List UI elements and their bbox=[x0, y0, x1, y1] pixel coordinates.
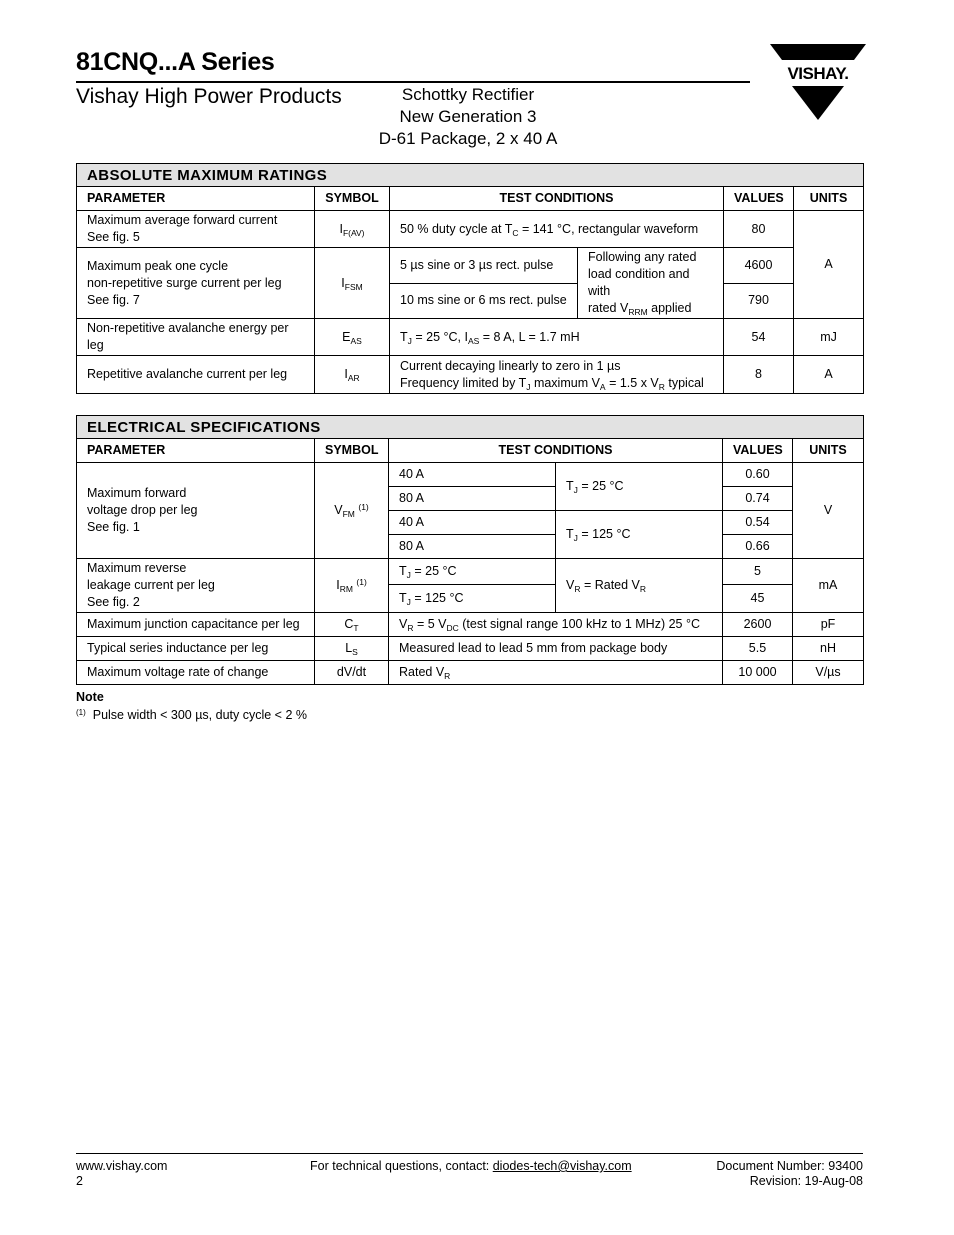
parameter-cell: Maximum voltage rate of change bbox=[77, 661, 315, 685]
col-test-conditions: TEST CONDITIONS bbox=[389, 439, 723, 463]
symbol-cell: $L_S$ bbox=[315, 637, 389, 661]
units-cell: nH bbox=[793, 637, 864, 661]
footer-contact bbox=[310, 1159, 632, 1174]
table-row bbox=[77, 463, 864, 487]
desc-line-2: New Generation 3 bbox=[399, 107, 537, 126]
value-cell: 10 000 bbox=[723, 661, 793, 685]
table-row bbox=[77, 613, 864, 637]
symbol-cell: dV/dt bbox=[315, 661, 389, 685]
value-cell: 8 bbox=[724, 356, 794, 394]
temperature-cell: $T_J = 25$ °C bbox=[389, 559, 556, 585]
temperature-cell: $T_J = 125$ °C bbox=[389, 585, 556, 613]
col-units: UNITS bbox=[794, 187, 864, 211]
product-description bbox=[368, 84, 568, 150]
current-cell: 80 A bbox=[389, 535, 556, 559]
header-rule bbox=[76, 81, 750, 83]
table-row bbox=[77, 356, 864, 394]
value-cell: 54 bbox=[724, 319, 794, 356]
test-condition-cell: 50 % duty cycle at $T_C = 141$ °C, rectangular waveform bbox=[390, 211, 724, 248]
es-title: ELECTRICAL SPECIFICATIONS bbox=[77, 416, 864, 439]
current-cell: 40 A bbox=[389, 511, 556, 535]
table-row bbox=[77, 211, 864, 248]
footer-contact-email-link[interactable]: diodes-tech@vishay.com bbox=[492, 1159, 632, 1173]
test-condition-cell: $V_R = 5$ $V_{DC}$ (test signal range 100 kHz to 1 MHz) 25 °C bbox=[389, 613, 723, 637]
table-row bbox=[77, 319, 864, 356]
units-cell: V bbox=[793, 463, 864, 559]
table-row bbox=[77, 248, 864, 284]
temperature-cell: $T_J = 25$ °C bbox=[556, 463, 723, 511]
value-cell: 4600 bbox=[724, 248, 794, 284]
es-header-row bbox=[77, 439, 864, 463]
note-text bbox=[76, 708, 307, 722]
symbol-cell: $V_{FM}$ $^{(1)}$ bbox=[315, 463, 389, 559]
condition-note-cell: Following any rated load condition and with rated $V_{RRM}$ applied bbox=[578, 248, 724, 319]
footer-revision: Revision: 19-Aug-08 bbox=[749, 1174, 863, 1188]
symbol-cell: $I_{RM}$ $^{(1)}$ bbox=[315, 559, 389, 613]
test-condition-cell: 5 µs sine or 3 µs rect. pulse bbox=[390, 248, 578, 284]
footer-left bbox=[76, 1159, 167, 1189]
temperature-cell: $T_J = 125$ °C bbox=[556, 511, 723, 559]
units-cell: mA bbox=[793, 559, 864, 613]
vishay-logo bbox=[770, 44, 866, 122]
value-cell: 0.60 bbox=[723, 463, 793, 487]
col-symbol: SYMBOL bbox=[315, 439, 389, 463]
value-cell: 5 bbox=[723, 559, 793, 585]
footer-rule bbox=[76, 1153, 863, 1154]
units-cell: A bbox=[794, 356, 864, 394]
footer-contact-prefix: For technical questions, contact: bbox=[310, 1159, 493, 1173]
footer-website[interactable]: www.vishay.com bbox=[76, 1159, 168, 1173]
value-cell: 0.66 bbox=[723, 535, 793, 559]
units-cell: V/µs bbox=[793, 661, 864, 685]
parameter-cell: Maximum average forward current See fig. 5 bbox=[77, 211, 315, 248]
test-condition-cell: $T_J = 25$ °C, $I_{AS} = 8$ A, L = 1.7 mH bbox=[390, 319, 724, 356]
footer-right bbox=[716, 1159, 863, 1189]
symbol-cell: $I_{F(AV)}$ bbox=[315, 211, 390, 248]
note-marker: (1) bbox=[76, 708, 86, 717]
value-cell: 2600 bbox=[723, 613, 793, 637]
col-units: UNITS bbox=[793, 439, 864, 463]
test-condition-cell: Rated $V_R$ bbox=[389, 661, 723, 685]
table-row bbox=[77, 637, 864, 661]
test-condition-cell: Current decaying linearly to zero in 1 µs Frequency limited by $T_J$ maximum $V_A = 1.5$ x $V_R$ typical bbox=[390, 356, 724, 394]
parameter-cell: Non-repetitive avalanche energy per leg bbox=[77, 319, 315, 356]
parameter-cell: Repetitive avalanche current per leg bbox=[77, 356, 315, 394]
symbol-cell: $E_{AS}$ bbox=[315, 319, 390, 356]
col-values: VALUES bbox=[724, 187, 794, 211]
electrical-specifications-table bbox=[76, 415, 864, 685]
symbol-cell: $I_{FSM}$ bbox=[315, 248, 390, 319]
symbol-cell: $C_T$ bbox=[315, 613, 389, 637]
col-test-conditions: TEST CONDITIONS bbox=[390, 187, 724, 211]
subtitle: Vishay High Power Products bbox=[76, 85, 342, 108]
col-parameter: PARAMETER bbox=[77, 439, 315, 463]
series-title: 81CNQ...A Series bbox=[76, 48, 275, 76]
current-cell: 40 A bbox=[389, 463, 556, 487]
footer-document-number: Document Number: 93400 bbox=[716, 1159, 863, 1173]
units-cell: pF bbox=[793, 613, 864, 637]
amr-title: ABSOLUTE MAXIMUM RATINGS bbox=[77, 164, 864, 187]
condition-cell: $V_R$ = Rated $V_R$ bbox=[556, 559, 723, 613]
value-cell: 0.54 bbox=[723, 511, 793, 535]
col-symbol: SYMBOL bbox=[315, 187, 390, 211]
parameter-cell: Typical series inductance per leg bbox=[77, 637, 315, 661]
value-cell: 80 bbox=[724, 211, 794, 248]
table-row bbox=[77, 661, 864, 685]
desc-line-1: Schottky Rectifier bbox=[401, 85, 535, 104]
desc-line-3: D-61 Package, 2 x 40 A bbox=[378, 129, 558, 148]
logo-text: VISHAY. bbox=[787, 64, 849, 83]
parameter-cell: Maximum peak one cycle non-repetitive surge current per leg See fig. 7 bbox=[77, 248, 315, 319]
current-cell: 80 A bbox=[389, 487, 556, 511]
test-condition-cell: Measured lead to lead 5 mm from package body bbox=[389, 637, 723, 661]
value-cell: 0.74 bbox=[723, 487, 793, 511]
amr-header-row bbox=[77, 187, 864, 211]
note-title: Note bbox=[76, 690, 104, 704]
value-cell: 790 bbox=[724, 283, 794, 319]
parameter-cell: Maximum junction capacitance per leg bbox=[77, 613, 315, 637]
value-cell: 5.5 bbox=[723, 637, 793, 661]
note-body: Pulse width < 300 µs, duty cycle < 2 % bbox=[92, 708, 307, 722]
value-cell: 45 bbox=[723, 585, 793, 613]
symbol-cell: $I_{AR}$ bbox=[315, 356, 390, 394]
table-row bbox=[77, 559, 864, 585]
parameter-cell: Maximum reverse leakage current per leg See fig. 2 bbox=[77, 559, 315, 613]
parameter-cell: Maximum forward voltage drop per leg See fig. 1 bbox=[77, 463, 315, 559]
units-cell: mJ bbox=[794, 319, 864, 356]
footer-page-number: 2 bbox=[76, 1174, 83, 1188]
col-values: VALUES bbox=[723, 439, 793, 463]
test-condition-cell: 10 ms sine or 6 ms rect. pulse bbox=[390, 283, 578, 319]
col-parameter: PARAMETER bbox=[77, 187, 315, 211]
units-cell: A bbox=[794, 211, 864, 319]
absolute-maximum-ratings-table bbox=[76, 163, 864, 394]
